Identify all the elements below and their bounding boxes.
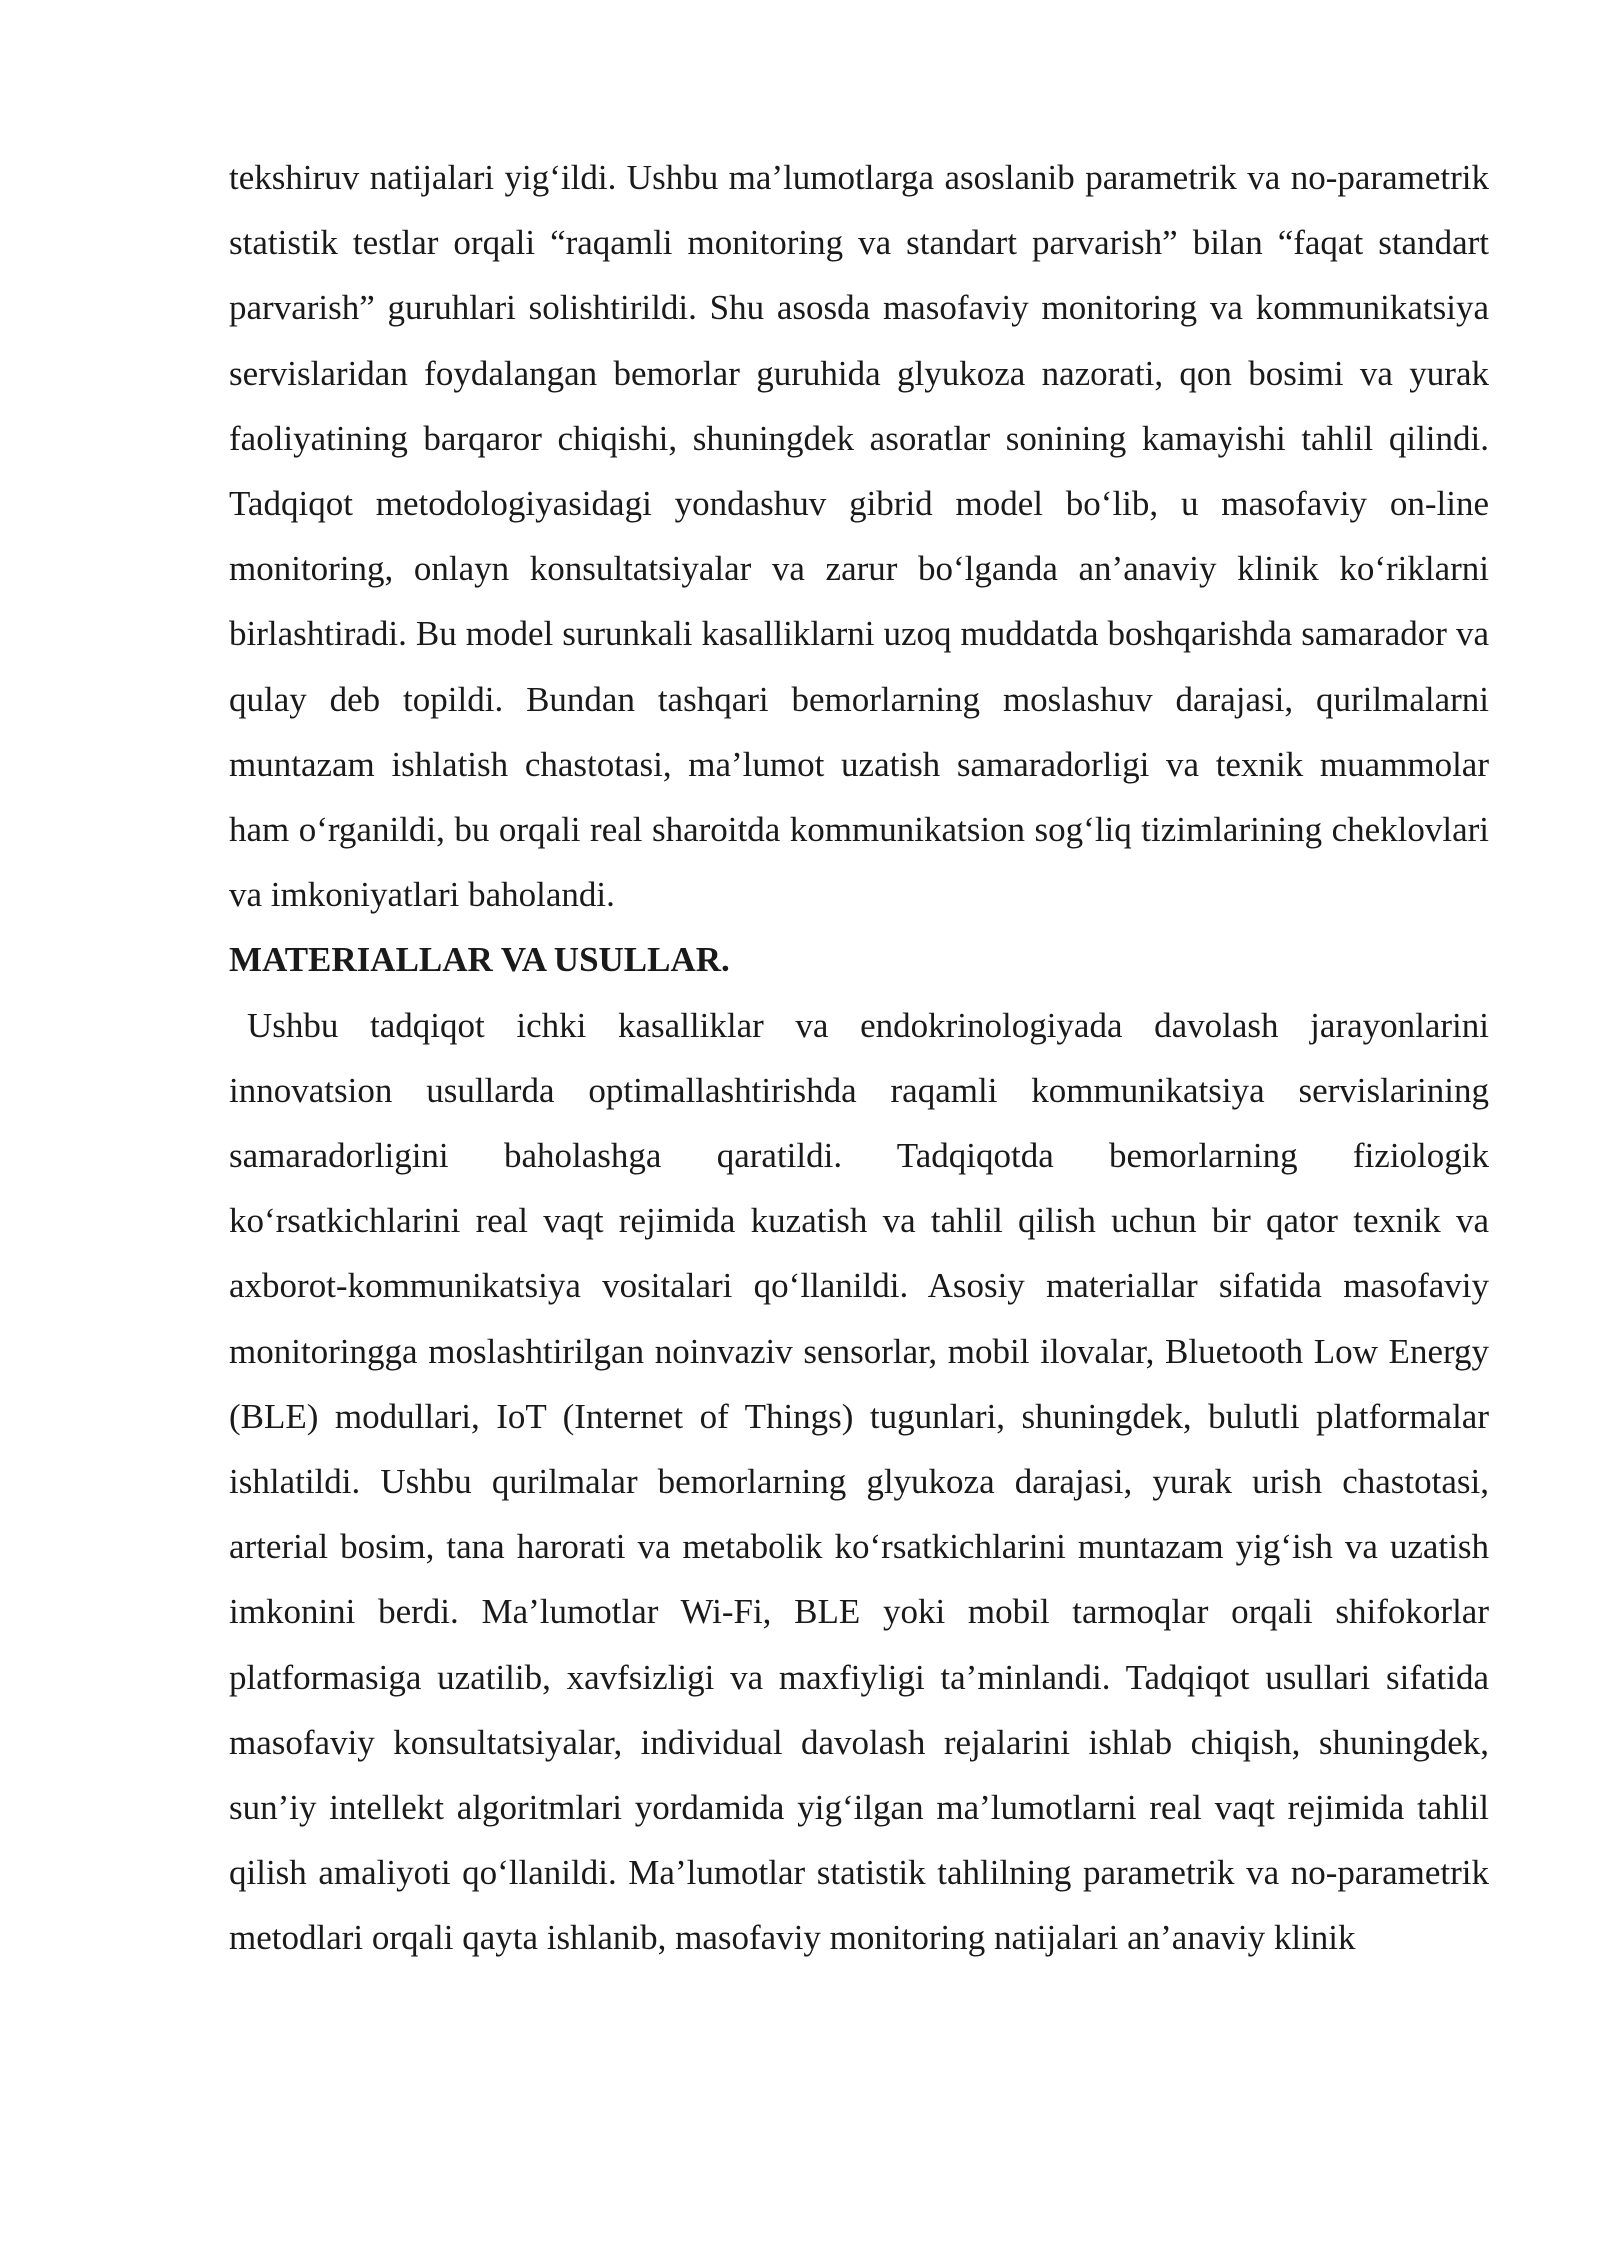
paragraph-materials-methods: Ushbu tadqiqot ichki kasalliklar va endokrinologiyada davolash jarayonlarini innovatsion usullarda optimallashtirishda raqamli kommunikatsiya servislarining samaradorligini baholashga qaratildi. Tadqiqotda bemorlarning fiziologik ko‘rsatkichlarini real vaqt rejimida kuzatish va tahlil qilish uchun bir qator texnik va axborot-kommunikatsiya vositalari qo‘llanildi. Asosiy materiallar sifatida masofaviy monitoringga moslashtirilgan noinvaziv sensorlar, mobil ilovalar, Bluetooth Low Energy (BLE) modullari, IoT (Internet of Things) tugunlari, shuningdek, bulutli platformalar ishlatildi. Ushbu qurilmalar bemorlarning glyukoza darajasi, yurak urish chastotasi, arterial bosim, tana harorati va metabolik ko‘rsatkichlarini muntazam yig‘ish va uzatish imkonini berdi. Ma’lumotlar Wi-Fi, BLE yoki mobil tarmoqlar orqali shifokorlar platformasiga uzatilib, xavfsizligi va maxfiyligi ta’minlandi. Tadqiqot usullari sifatida masofaviy konsultatsiyalar, individual davolash rejalarini ishlab chiqish, shuningdek, sun’iy intellekt algoritmlari yordamida yig‘ilgan ma’lumotlarni real vaqt rejimida tahlil qilish amaliyoti qo‘llanildi. Ma’lumotlar statistik tahlilning parametrik va no-parametrik metodlari orqali qayta ishlanib, masofaviy monitoring natijalari an’anaviy klinik — [229, 1005, 1489, 1958]
document-page — [229, 145, 1489, 1971]
paragraph-results-summary: tekshiruv natijalari yig‘ildi. Ushbu ma’lumotlarga asoslanib parametrik va no-parametrik statistik testlar orqali “raqamli monitoring va standart parvarish” bilan “faqat standart parvarish” guruhlari solishtirildi. Shu asosda masofaviy monitoring va kommunikatsiya servislaridan foydalangan bemorlar guruhida glyukoza nazorati, qon bosimi va yurak faoliyatining barqaror chiqishi, shuningdek asoratlar sonining kamayishi tahlil qilindi. Tadqiqot metodologiyasidagi yondashuv gibrid model bo‘lib, u masofaviy on-line monitoring, onlayn konsultatsiyalar va zarur bo‘lganda an’anaviy klinik ko‘riklarni birlashtiradi. Bu model surunkali kasalliklarni uzoq muddatda boshqarishda samarador va qulay deb topildi. Bundan tashqari bemorlarning moslashuv darajasi, qurilmalarni muntazam ishlatish chastotasi, ma’lumot uzatish samaradorligi va texnik muammolar ham o‘rganildi, bu orqali real sharoitda kommunikatsion sog‘liq tizimlarining cheklovlari va imkoniyatlari baholandi. — [229, 158, 1489, 915]
section-heading-materials-methods: MATERIALLAR VA USULLAR. — [229, 940, 730, 980]
